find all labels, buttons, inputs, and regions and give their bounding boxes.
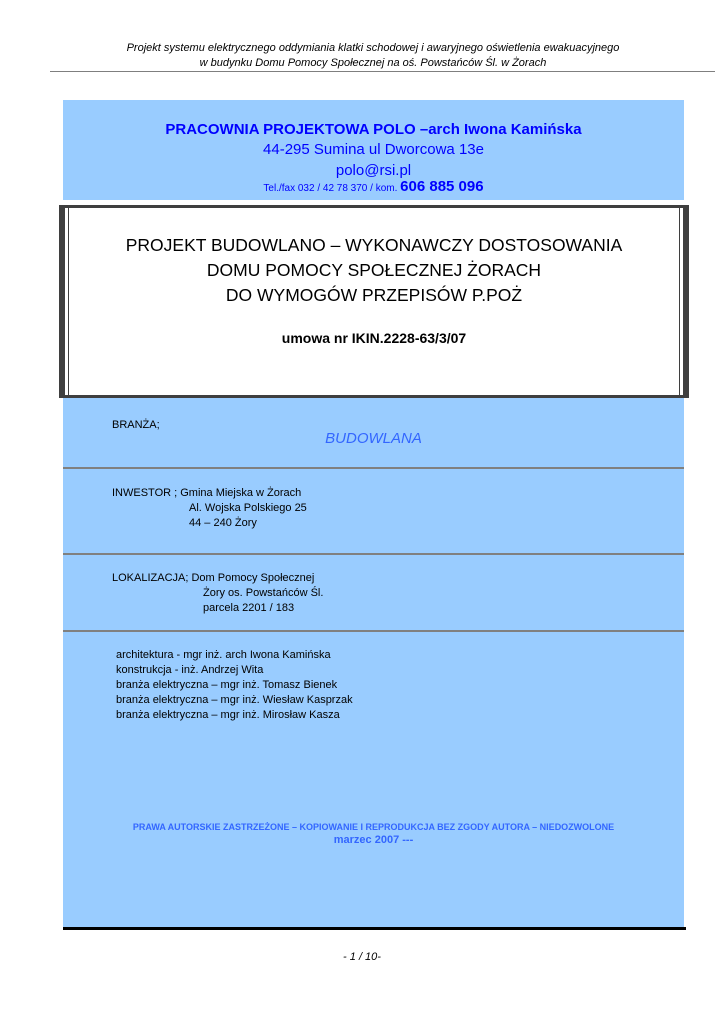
divider bbox=[63, 553, 684, 555]
team-member: branża elektryczna – mgr inż. Mirosław Kasza bbox=[116, 709, 340, 721]
team-member: branża elektryczna – mgr inż. Wiesław Kasprzak bbox=[116, 694, 353, 706]
firm-panel bbox=[63, 100, 684, 200]
copyright-notice: PRAWA AUTORSKIE ZASTRZEŻONE – KOPIOWANIE I REPRODUKCJA BEZ ZGODY AUTORA – NIEDOZWOLONE bbox=[132, 822, 615, 832]
title-line-2: DOMU POMOCY SPOŁECZNEJ ŻORACH bbox=[206, 260, 542, 280]
contract-number: umowa nr IKIN.2228-63/3/07 bbox=[281, 330, 467, 346]
firm-tel-prefix: Tel./fax 032 / 42 78 370 / kom. bbox=[263, 183, 398, 194]
page-number: - 1 / 10- bbox=[343, 951, 381, 963]
header-line-1: Projekt systemu elektrycznego oddymiania klatki schodowej i awaryjnego oświetlenia ewakuacyjnego bbox=[126, 42, 620, 54]
firm-phone bbox=[63, 178, 684, 195]
document-date: marzec 2007 --- bbox=[333, 834, 414, 846]
team-list bbox=[116, 648, 353, 723]
page-header bbox=[40, 41, 706, 71]
inwestor-line-2: Al. Wojska Polskiego 25 bbox=[189, 502, 307, 514]
firm-address: 44-295 Sumina ul Dworcowa 13e bbox=[263, 141, 484, 158]
team-member: konstrukcja - inż. Andrzej Wita bbox=[116, 664, 264, 676]
divider bbox=[63, 630, 684, 632]
header-rule bbox=[50, 71, 715, 72]
title-box bbox=[59, 205, 689, 398]
firm-mobile: 606 885 096 bbox=[400, 178, 484, 195]
lokalizacja-line-3: parcela 2201 / 183 bbox=[203, 602, 295, 614]
bottom-rule bbox=[63, 927, 686, 930]
inwestor-line-1: INWESTOR ; Gmina Miejska w Żorach bbox=[112, 487, 302, 499]
lokalizacja-line-2: Żory os. Powstańców Śl. bbox=[203, 587, 324, 599]
inwestor-line-3: 44 – 240 Żory bbox=[189, 517, 257, 529]
lokalizacja-line-1: LOKALIZACJA; Dom Pomocy Społecznej bbox=[112, 572, 315, 584]
details-panel bbox=[63, 398, 684, 927]
title-line-1: PROJEKT BUDOWLANO – WYKONAWCZY DOSTOSOWANIA bbox=[125, 235, 623, 255]
title-line-3: DO WYMOGÓW PRZEPISÓW P.POŻ bbox=[225, 285, 523, 305]
branza-value: BUDOWLANA bbox=[325, 430, 422, 447]
team-member: architektura - mgr inż. arch Iwona Kamińska bbox=[116, 649, 331, 661]
branza-label: BRANŻA; bbox=[112, 419, 160, 431]
team-member: branża elektryczna – mgr inż. Tomasz Bienek bbox=[116, 679, 338, 691]
firm-name: PRACOWNIA PROJEKTOWA POLO –arch Iwona Kamińska bbox=[165, 121, 582, 138]
header-line-2: w budynku Domu Pomocy Społecznej na oś. Powstańców Śl. w Żorach bbox=[199, 57, 547, 69]
firm-email: polo@rsi.pl bbox=[335, 162, 412, 179]
divider bbox=[63, 467, 684, 469]
